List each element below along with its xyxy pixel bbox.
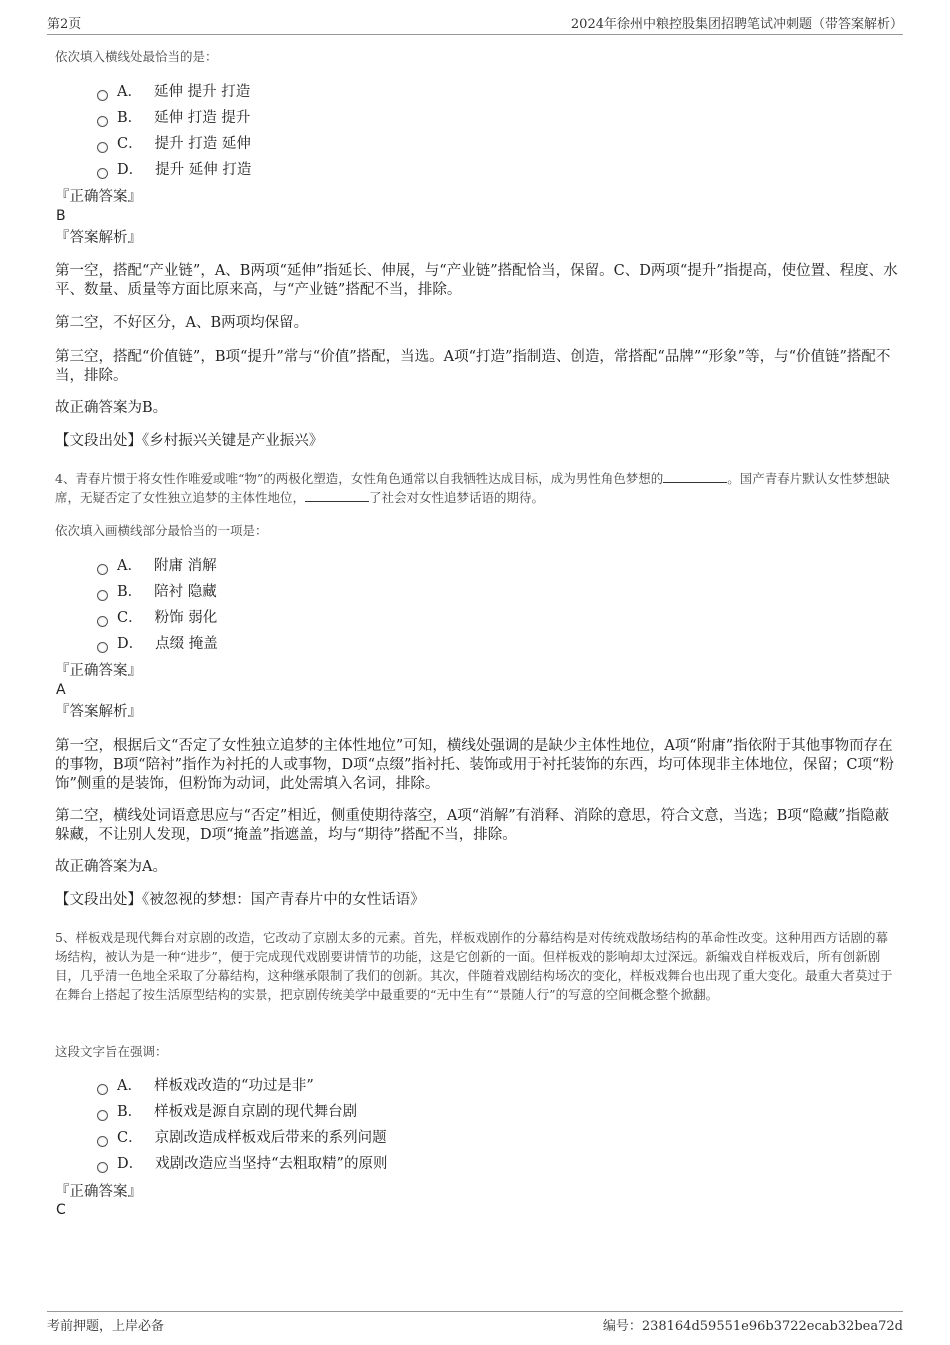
radio-icon[interactable] bbox=[97, 116, 108, 127]
q4-answer: A bbox=[56, 682, 66, 698]
q5-option-c[interactable]: C． 京剧改造成样板戏后带来的系列问题 bbox=[97, 1128, 387, 1148]
q5-option-a[interactable]: A． 样板戏改造的“功过是非” bbox=[97, 1076, 314, 1096]
q3-option-b[interactable]: B． 延伸 打造 提升 bbox=[97, 108, 250, 128]
q4-analysis-1: 第一空，根据后文“否定了女性独立追梦的主体性地位”可知，横线处强调的是缺少主体性地位，A项“附庸”指依附于其他事物而存在的事物，B项“陪衬”指作为衬托的人或事物，D项“点缀”指衬托、装饰或用于衬托装饰的东西，均可体现非主体地位，保留；C项“粉饰”侧重的是装饰，但粉饰为动词，此处需填入名词，排除。 bbox=[55, 738, 894, 792]
q3-source: 【文段出处】《乡村振兴关键是产业振兴》 bbox=[55, 433, 324, 449]
radio-icon[interactable] bbox=[97, 564, 108, 575]
q4-option-b[interactable]: B． 陪衬 隐藏 bbox=[97, 582, 217, 602]
radio-icon[interactable] bbox=[97, 142, 108, 153]
q4-analysis-label: 『答案解析』 bbox=[55, 704, 142, 720]
q3-analysis-1: 第一空，搭配“产业链”，A、B两项“延伸”指延长、伸展，与“产业链”搭配恰当，保留。C、D两项“提升”指提高，使位置、程度、水平、数量、质量等方面比原来高，与“产业链”搭配不当，排除。 bbox=[55, 263, 898, 298]
page-header bbox=[47, 12, 903, 35]
q3-option-c[interactable]: C． 提升 打造 延伸 bbox=[97, 134, 251, 154]
q3-analysis-2: 第二空，不好区分，A、B两项均保留。 bbox=[55, 315, 309, 331]
q5-stem: 5、样板戏是现代舞台对京剧的改造，它改动了京剧太多的元素。首先，样板戏剧作的分幕结构是对传统戏散场结构的革命性改变。这种用西方话剧的幕场结构，被认为是一种“进步”，便于完成现代戏剧要讲情节的功能，这是它创新的一面。但样板戏的影响却太过深远。新编戏自样板戏后，所有创新剧目，几乎清一色地全采取了分幕结构，这种继承限制了我们的创新。其次，伴随着戏剧结构场次的变化，样板戏舞台也出现了重大变化。最重大者莫过于在舞台上搭起了按生活原型结构的实景，把京剧传统美学中最重要的“无中生有”“景随人行”的写意的空间概念整个掀翻。 bbox=[55, 930, 893, 1002]
radio-icon[interactable] bbox=[97, 1162, 108, 1173]
radio-icon[interactable] bbox=[97, 1084, 108, 1095]
page-footer bbox=[47, 1311, 903, 1335]
q4-option-d[interactable]: D． 点缀 掩盖 bbox=[97, 634, 218, 654]
fill-blank bbox=[663, 470, 727, 483]
q3-analysis-label: 『答案解析』 bbox=[55, 230, 142, 246]
q5-prompt: 这段文字旨在强调： bbox=[55, 1044, 168, 1059]
q3-option-a[interactable]: A． 延伸 提升 打造 bbox=[97, 82, 250, 102]
footer-slogan: 考前押题，上岸必备 bbox=[47, 1319, 165, 1334]
q4-prompt: 依次填入画横线部分最恰当的一项是： bbox=[55, 523, 268, 538]
q3-analysis-3: 第三空，搭配“价值链”，B项“提升”常与“价值”搭配，当选。A项“打造”指制造、创造，常搭配“品牌”“形象”等，与“价值链”搭配不当，排除。 bbox=[55, 349, 891, 384]
q4-conclusion: 故正确答案为A。 bbox=[55, 859, 167, 875]
q4-source: 【文段出处】《被忽视的梦想：国产青春片中的女性话语》 bbox=[55, 892, 425, 908]
fill-blank bbox=[305, 489, 369, 502]
radio-icon[interactable] bbox=[97, 168, 108, 179]
q4-option-c[interactable]: C． 粉饰 弱化 bbox=[97, 608, 217, 628]
q4-answer-label: 『正确答案』 bbox=[55, 663, 142, 679]
q3-conclusion: 故正确答案为B。 bbox=[55, 400, 168, 416]
radio-icon[interactable] bbox=[97, 616, 108, 627]
radio-icon[interactable] bbox=[97, 642, 108, 653]
q5-answer-label: 『正确答案』 bbox=[55, 1184, 142, 1200]
q5-option-b[interactable]: B． 样板戏是源自京剧的现代舞台剧 bbox=[97, 1102, 357, 1122]
q3-prompt: 依次填入横线处最恰当的是： bbox=[55, 49, 218, 64]
radio-icon[interactable] bbox=[97, 590, 108, 601]
q3-answer: B bbox=[56, 208, 66, 224]
q4-analysis-2: 第二空，横线处词语意思应与“否定”相近，侧重使期待落空，A项“消解”有消释、消除的意思，符合文意，当选；B项“隐藏”指隐蔽躲藏，不让别人发现，D项“掩盖”指遮盖，均与“期待”搭配不当，排除。 bbox=[55, 808, 890, 843]
q5-option-d[interactable]: D． 戏剧改造应当坚持“去粗取精”的原则 bbox=[97, 1154, 387, 1174]
q5-answer: C bbox=[56, 1202, 66, 1218]
document-id: 编号：238164d59551e96b3722ecab32bea72d bbox=[602, 1319, 903, 1334]
q3-option-d[interactable]: D． 提升 延伸 打造 bbox=[97, 160, 251, 180]
q4-option-a[interactable]: A． 附庸 消解 bbox=[97, 556, 217, 576]
radio-icon[interactable] bbox=[97, 1110, 108, 1121]
q4-stem: 4、青春片惯于将女性作唯爱或唯“物”的两极化塑造，女性角色通常以自我牺牲达成目标，成为男性角色梦想的 。国产青春片默认女性梦想缺席，无疑否定了女性独立追梦的主体性地位， 了社会对女性追梦话语的期待。 bbox=[55, 471, 890, 505]
document-title: 2024年徐州中粮控股集团招聘笔试冲刺题（带答案解析） bbox=[570, 17, 903, 32]
radio-icon[interactable] bbox=[97, 1136, 108, 1147]
q3-answer-label: 『正确答案』 bbox=[55, 189, 142, 205]
radio-icon[interactable] bbox=[97, 90, 108, 101]
page-number: 第2页 bbox=[47, 17, 82, 32]
